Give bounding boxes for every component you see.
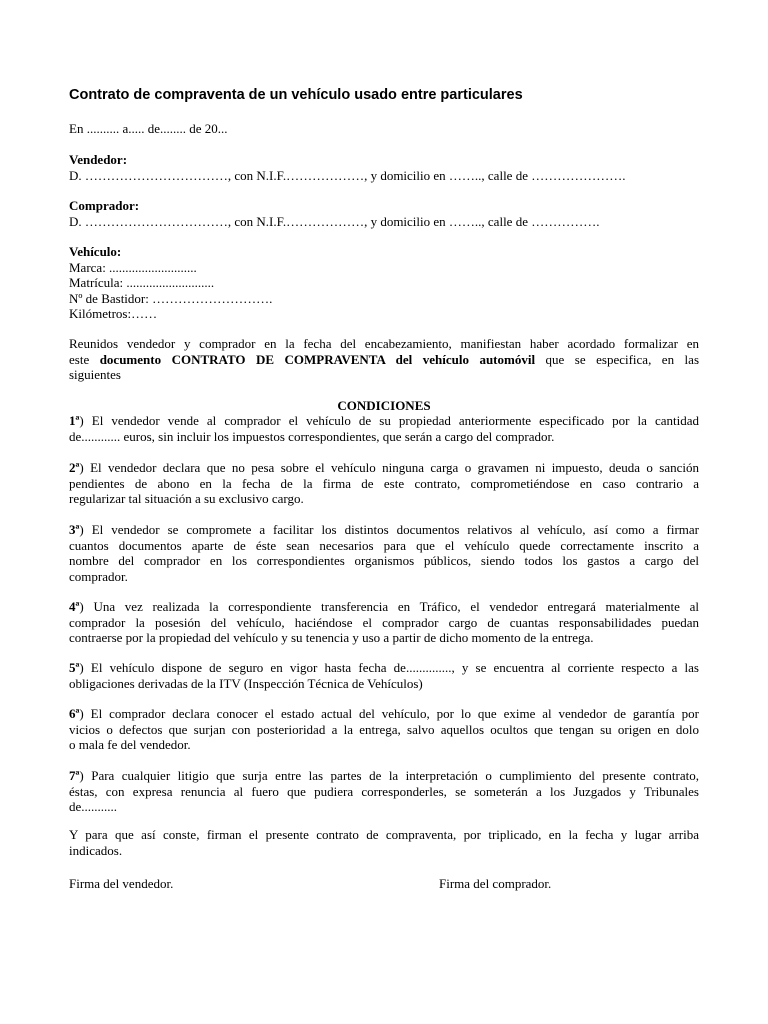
document-title: Contrato de compraventa de un vehículo usado entre particulares <box>69 87 523 103</box>
buyer-heading: Comprador: <box>69 198 140 213</box>
clause-number: 5ª <box>69 660 80 675</box>
clause-line <box>69 460 699 476</box>
clause-text: ) Una vez realizada la correspondiente transferencia en Tráfico, el vendedor entregará materialmente al <box>79 599 699 614</box>
intro-line: siguientes <box>69 367 121 382</box>
buyer-details: D. ……………………………, con N.I.F.………………, y domicilio en …….., calle de ……………. <box>69 213 600 229</box>
clause-number: 4ª <box>69 599 80 614</box>
closing-line: Y para que así conste, firman el presente contrato de compraventa, por triplicado, en la fecha y lugar arriba <box>69 827 699 842</box>
clause-line <box>69 429 699 445</box>
clause-line <box>69 522 699 538</box>
intro-line <box>69 352 699 368</box>
clause-text: de........... <box>69 799 118 814</box>
intro-bold-title: documento CONTRATO DE COMPRAVENTA del vehículo automóvil <box>99 351 536 367</box>
conditions-heading: CONDICIONES <box>337 398 431 413</box>
clause-line <box>69 676 699 692</box>
seller-section <box>69 152 699 183</box>
clause-line <box>69 722 699 738</box>
clause-3 <box>69 522 699 584</box>
seller-signature-label: Firma del vendedor. <box>69 876 174 891</box>
intro-line: Reunidos vendedor y comprador en la fecha del encabezamiento, manifiestan haber acordado formalizar en <box>69 336 699 351</box>
clause-number: 6ª <box>69 706 80 721</box>
closing-line: indicados. <box>69 842 123 858</box>
clause-text: comprador la posesión del vehículo, haciéndose el comprador cargo de cuantas responsabilidades puedan <box>69 614 699 630</box>
vehicle-brand: Marca: ........................... <box>69 259 197 275</box>
clause-text: nombre del comprador en los correspondientes organismos públicos, siendo todos los gastos a cargo del <box>69 553 699 568</box>
clause-text: o mala fe del vendedor. <box>69 737 191 752</box>
clause-text: éstas, con expresa renuncia al fuero que pudiera corresponderles, se someterán a los Juzgados y Tribunales <box>69 783 699 799</box>
vehicle-chassis: Nº de Bastidor: ………………………. <box>69 290 273 306</box>
date-line: En .......... a..... de........ de 20... <box>69 121 228 136</box>
clause-text: vicios o defectos que surjan con posterioridad a la entrega, salvo aquellos ocultos que tengan su origen en dolo <box>69 721 699 737</box>
clause-1 <box>69 413 699 444</box>
clause-line <box>69 784 699 800</box>
intro-suffix: que se especifica, en las <box>535 351 699 367</box>
clause-text: de............ euros, sin incluir los impuestos correspondientes, que serán a cargo del comprador. <box>69 428 555 444</box>
clause-4 <box>69 599 699 646</box>
clause-line <box>69 599 699 615</box>
clause-line <box>69 538 699 554</box>
clause-number: 1ª <box>69 413 80 428</box>
buyer-signature-label: Firma del comprador. <box>439 876 552 891</box>
clause-text: cuantos documentos aparte de éste sean necesarios para que el vehículo quede correctamente inscrito a <box>69 537 699 553</box>
clause-line <box>69 413 699 429</box>
clause-6 <box>69 706 699 753</box>
clause-text: ) Para cualquier litigio que surja entre las partes de la interpretación o cumplimiento del presente contrato, <box>79 768 699 783</box>
vehicle-plate: Matrícula: ........................... <box>69 275 215 290</box>
vehicle-heading: Vehículo: <box>69 244 122 259</box>
vehicle-km: Kilómetros:…… <box>69 306 158 321</box>
clause-line <box>69 553 699 569</box>
seller-details: D. ……………………………, con N.I.F.………………, y domicilio en …….., calle de …………………. <box>69 167 626 183</box>
clause-line <box>69 737 699 753</box>
buyer-section <box>69 198 699 229</box>
clause-number: 3ª <box>69 522 80 537</box>
intro-paragraph <box>69 336 699 383</box>
clause-text: ) El vendedor declara que no pesa sobre el vehículo ninguna carga o gravamen ni impuesto, deuda o sanción <box>79 460 699 475</box>
clause-text: comprador. <box>69 568 128 584</box>
clause-line <box>69 660 699 676</box>
vehicle-section <box>69 244 699 322</box>
seller-heading: Vendedor: <box>69 152 128 167</box>
clause-line <box>69 476 699 492</box>
clause-text: ) El vendedor se compromete a facilitar los distintos documentos relativos al vehículo, así como a firmar <box>79 522 699 537</box>
clause-text: obligaciones derivadas de la ITV (Inspección Técnica de Vehículos) <box>69 675 423 691</box>
closing-paragraph <box>69 827 699 858</box>
clause-number: 7ª <box>69 768 80 783</box>
clause-text: contraerse por la propiedad del vehículo y su tenencia y uso a partir de dicho momento de la entrega. <box>69 630 594 645</box>
clause-5 <box>69 660 699 691</box>
clause-text: ) El vendedor vende al comprador el vehículo de su propiedad anteriormente especificado por la cantidad <box>79 413 699 428</box>
clause-line <box>69 569 699 585</box>
clause-text: regularizar tal situación a su exclusivo cargo. <box>69 491 304 506</box>
clause-line <box>69 615 699 631</box>
clause-line <box>69 799 699 815</box>
clause-text: ) El vehículo dispone de seguro en vigor hasta fecha de.............., y se encuentra al corriente respecto a las <box>79 660 699 675</box>
clause-line <box>69 491 699 507</box>
clause-text: ) El comprador declara conocer el estado actual del vehículo, por lo que exime al vendedor de garantía por <box>79 706 699 721</box>
clause-number: 2ª <box>69 460 80 475</box>
clause-2 <box>69 460 699 507</box>
clause-line <box>69 706 699 722</box>
clause-line <box>69 768 699 784</box>
clause-line <box>69 630 699 646</box>
intro-prefix: este <box>69 351 100 367</box>
clause-text: pendientes de abono en la fecha de la firma de este contrato, comprometiéndose en caso contrario a <box>69 475 699 491</box>
clause-7 <box>69 768 699 815</box>
